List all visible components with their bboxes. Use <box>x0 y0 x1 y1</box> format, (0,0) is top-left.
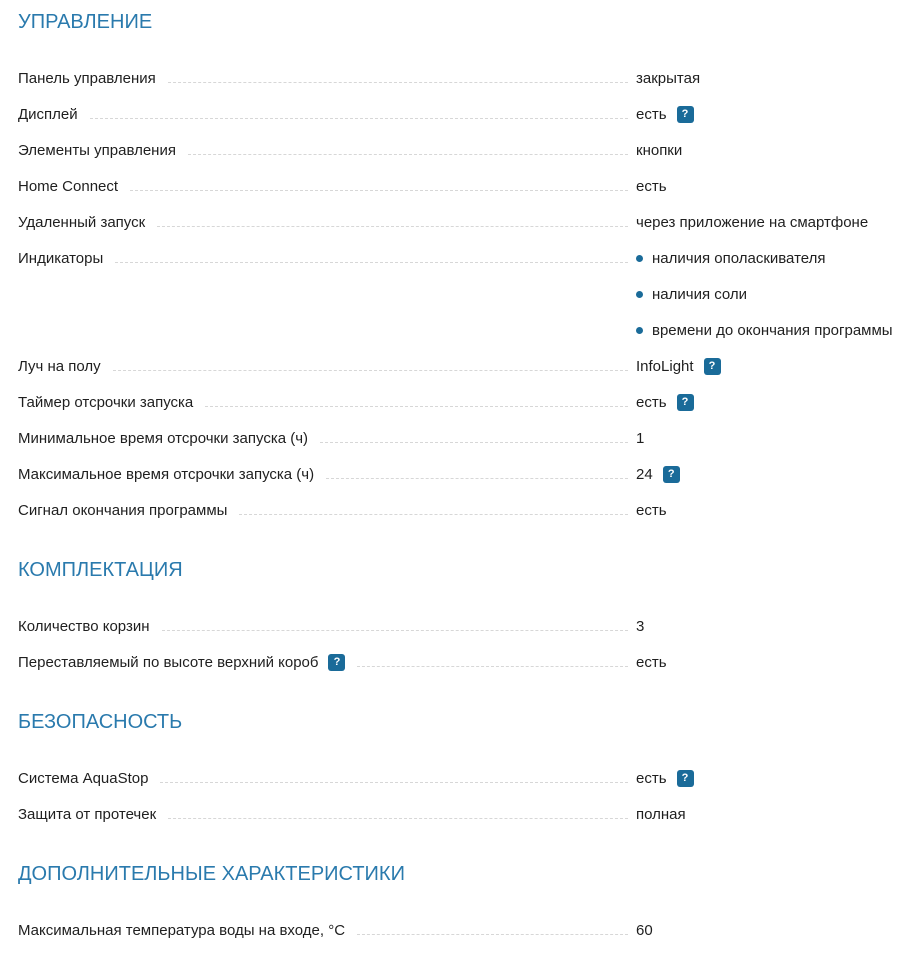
spec-label: Максимальное время отсрочки запуска (ч) <box>18 465 315 483</box>
spec-row-end-signal <box>18 492 906 528</box>
dotted-leader <box>115 247 628 262</box>
spec-value-text: есть <box>636 393 667 411</box>
dotted-leader <box>90 103 628 118</box>
spec-value: закрытая <box>636 69 701 87</box>
spec-value: полная <box>636 805 686 823</box>
spec-label: Защита от протечек <box>18 805 157 823</box>
spec-value: есть <box>636 653 667 671</box>
spec-row-indicators-cont <box>18 276 906 312</box>
indicator-item: наличия соли <box>652 285 748 303</box>
section-title-equipment: КОМПЛЕКТАЦИЯ <box>18 559 183 581</box>
spec-row-delay-timer <box>18 384 906 420</box>
spec-row-control-elements <box>18 132 906 168</box>
section-title-control: УПРАВЛЕНИЕ <box>18 11 153 33</box>
help-icon[interactable]: ? <box>704 358 721 375</box>
spec-row-display <box>18 96 906 132</box>
dotted-leader <box>157 211 628 226</box>
spec-value-text: есть <box>636 105 667 123</box>
spec-label <box>18 654 345 671</box>
section-title-additional: ДОПОЛНИТЕЛЬНЫЕ ХАРАКТЕРИСТИКИ <box>18 863 405 885</box>
section-additional <box>18 862 906 948</box>
spec-row-floor-beam <box>18 348 906 384</box>
spec-value: есть <box>636 177 667 195</box>
dotted-leader <box>357 919 628 934</box>
dotted-leader <box>326 463 628 478</box>
spec-label: Минимальное время отсрочки запуска (ч) <box>18 429 309 447</box>
spec-value <box>636 286 906 303</box>
spec-value <box>636 322 906 339</box>
spec-label-text: Переставляемый по высоте верхний короб <box>18 653 319 671</box>
spec-label: Максимальная температура воды на входе, °C <box>18 921 346 939</box>
spec-row-adjustable-basket <box>18 644 906 680</box>
section-equipment <box>18 558 906 680</box>
spec-label: Удаленный запуск <box>18 213 146 231</box>
spec-label: Таймер отсрочки запуска <box>18 393 194 411</box>
section-control <box>18 10 906 528</box>
help-icon[interactable]: ? <box>677 770 694 787</box>
spec-label: Сигнал окончания программы <box>18 501 228 519</box>
spec-row-max-inlet-temp <box>18 912 906 948</box>
spec-value <box>636 250 906 267</box>
spec-row-indicators <box>18 240 906 276</box>
dotted-leader <box>113 355 628 370</box>
spec-value: через приложение на смартфоне <box>636 213 869 231</box>
spec-value-text: 24 <box>636 465 653 483</box>
spec-label: Панель управления <box>18 69 156 87</box>
spec-value <box>636 106 906 123</box>
dotted-leader <box>162 615 628 630</box>
spec-row-basket-count <box>18 608 906 644</box>
dotted-leader <box>205 391 628 406</box>
spec-value: 60 <box>636 921 653 939</box>
spec-row-remote-start <box>18 204 906 240</box>
spec-label: Элементы управления <box>18 141 176 159</box>
spec-label: Количество корзин <box>18 617 150 635</box>
spec-value <box>636 770 906 787</box>
dotted-leader <box>239 499 628 514</box>
spec-label: Индикаторы <box>18 249 104 267</box>
indicator-item: времени до окончания программы <box>652 321 893 339</box>
help-icon[interactable]: ? <box>677 394 694 411</box>
spec-row-leak-protection <box>18 796 906 832</box>
spec-value: 3 <box>636 617 645 635</box>
spec-row-max-delay <box>18 456 906 492</box>
dotted-leader <box>130 175 628 190</box>
spec-value-text: есть <box>636 769 667 787</box>
dotted-leader <box>168 803 628 818</box>
spec-row-min-delay <box>18 420 906 456</box>
spec-value: 1 <box>636 429 645 447</box>
spec-value <box>636 466 906 483</box>
dotted-leader <box>320 427 628 442</box>
spec-row-aquastop <box>18 760 906 796</box>
spec-value-text: InfoLight <box>636 357 694 375</box>
spec-value <box>636 394 906 411</box>
help-icon[interactable]: ? <box>677 106 694 123</box>
dotted-leader <box>188 139 628 154</box>
spec-row-indicators-cont <box>18 312 906 348</box>
spec-label: Система AquaStop <box>18 769 149 787</box>
spec-label: Дисплей <box>18 105 78 123</box>
spec-value <box>636 358 906 375</box>
bullet-icon <box>636 291 643 298</box>
help-icon[interactable]: ? <box>663 466 680 483</box>
spec-label: Home Connect <box>18 177 119 195</box>
dotted-leader <box>168 67 628 82</box>
spec-row-home-connect <box>18 168 906 204</box>
section-title-safety: БЕЗОПАСНОСТЬ <box>18 711 183 733</box>
indicator-item: наличия ополаскивателя <box>652 249 826 267</box>
spec-label: Луч на полу <box>18 357 101 375</box>
bullet-icon <box>636 327 643 334</box>
bullet-icon <box>636 255 643 262</box>
spec-value: кнопки <box>636 141 683 159</box>
help-icon[interactable]: ? <box>328 654 345 671</box>
dotted-leader <box>160 767 628 782</box>
spec-value: есть <box>636 501 667 519</box>
dotted-leader <box>357 651 628 666</box>
section-safety <box>18 710 906 832</box>
spec-row-control-panel <box>18 60 906 96</box>
